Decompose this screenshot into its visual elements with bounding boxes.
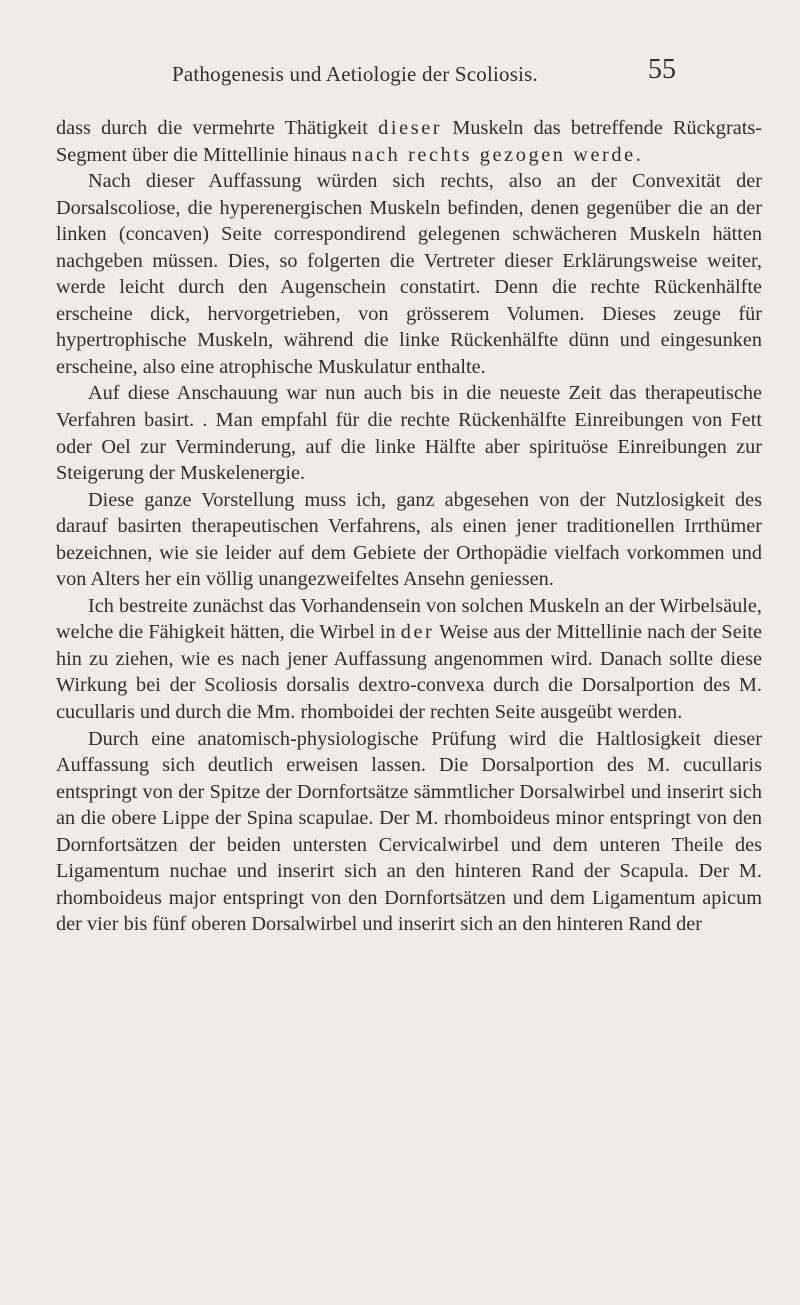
running-head xyxy=(0,54,800,92)
text-run: Weise aus der Mittellinie nach der Seite hin zu ziehen, wie es nach jener Auffassung angenommen wird. Danach sollte diese Wirkung bei der Scoliosis dorsalis dextro-convexa durch die Dorsalportion des M. cucullaris und durch die Mm. rhomboidei der rechten Seite ausgeübt werden. xyxy=(56,621,762,724)
page-number: 55 xyxy=(648,54,676,85)
paragraph xyxy=(56,593,762,726)
text-run: Ich bestreite zunächst das Vorhandensein von solchen Muskeln an der Wirbelsäule, welche die Fähigkeit hätten, die Wirbel in xyxy=(56,594,762,644)
paragraph: Diese ganze Vorstellung muss ich, ganz abgesehen von der Nutzlosigkeit des darauf basirten therapeutischen Verfahrens, als einen jener traditionellen Irrthümer bezeichnen, wie sie leider auf dem Gebiete der Orthopädie vielfach vorkommen und von Alters her ein völlig unangezweifeltes Ansehn geniessen. xyxy=(56,488,762,591)
text-run: dass durch die vermehrte Thätigkeit xyxy=(56,117,379,139)
paragraph: Nach dieser Auffassung würden sich rechts, also an der Convexität der Dorsalscoliose, die hyperenergischen Muskeln befinden, denen gegenüber die an der linken (concaven) Seite correspondirend gelegenen schwächeren Muskeln hätten nachgeben müssen. Dies, so folgerten die Vertreter dieser Erklärungsweise weiter, werde leicht durch den Augenschein constatirt. Denn die rechte Rückenhälfte erscheine dick, hervorgetrieben, von grösserem Volumen. Dieses zeuge für hypertrophische Muskeln, während die linke Rückenhälfte dünn und eingesunken erscheine, also eine atrophische Muskulatur enthalte. xyxy=(56,170,762,378)
running-title: Pathogenesis und Aetiologie der Scoliosis. xyxy=(172,62,538,86)
emphasized-text: dieser xyxy=(378,117,443,139)
emphasized-text: der xyxy=(400,621,435,644)
text-run: Muskeln das betreffende Rückgrats-Segment über die Mittellinie hinaus xyxy=(56,117,762,166)
paragraph: Durch eine anatomisch-physiologische Prüfung wird die Haltlosigkeit dieser Auffassung sich deutlich erweisen lassen. Die Dorsalportion des M. cucullaris entspringt von der Spitze der Dornfortsätze sämmtlicher Dorsalwirbel und inserirt sich an die obere Lippe der Spina scapulae. Der M. rhomboideus minor entspringt von den Dornfortsätzen der beiden untersten Cervicalwirbel und dem unteren Theile des Ligamentum nuchae und inserirt sich an den hinteren Rand der Scapula. Der M. rhomboideus major entspringt von den Dornfortsätzen und dem Ligamentum apicum der vier bis fünf oberen Dorsalwirbel und inserirt sich an den hinteren Rand der xyxy=(56,727,762,936)
emphasized-text: nach rechts gezogen werde xyxy=(351,143,636,166)
paragraph: Auf diese Anschauung war nun auch bis in die neueste Zeit das therapeutische Verfahren basirt. . Man empfahl für die rechte Rückenhälfte Einreibungen von Fett oder Oel zur Verminderung, auf die linke Hälfte aber spirituöse Einreibungen zur Steigerung der Muskelenergie. xyxy=(56,382,762,485)
text-run: . xyxy=(635,143,641,166)
body-text xyxy=(56,115,762,938)
paragraph-continuation xyxy=(56,115,762,168)
